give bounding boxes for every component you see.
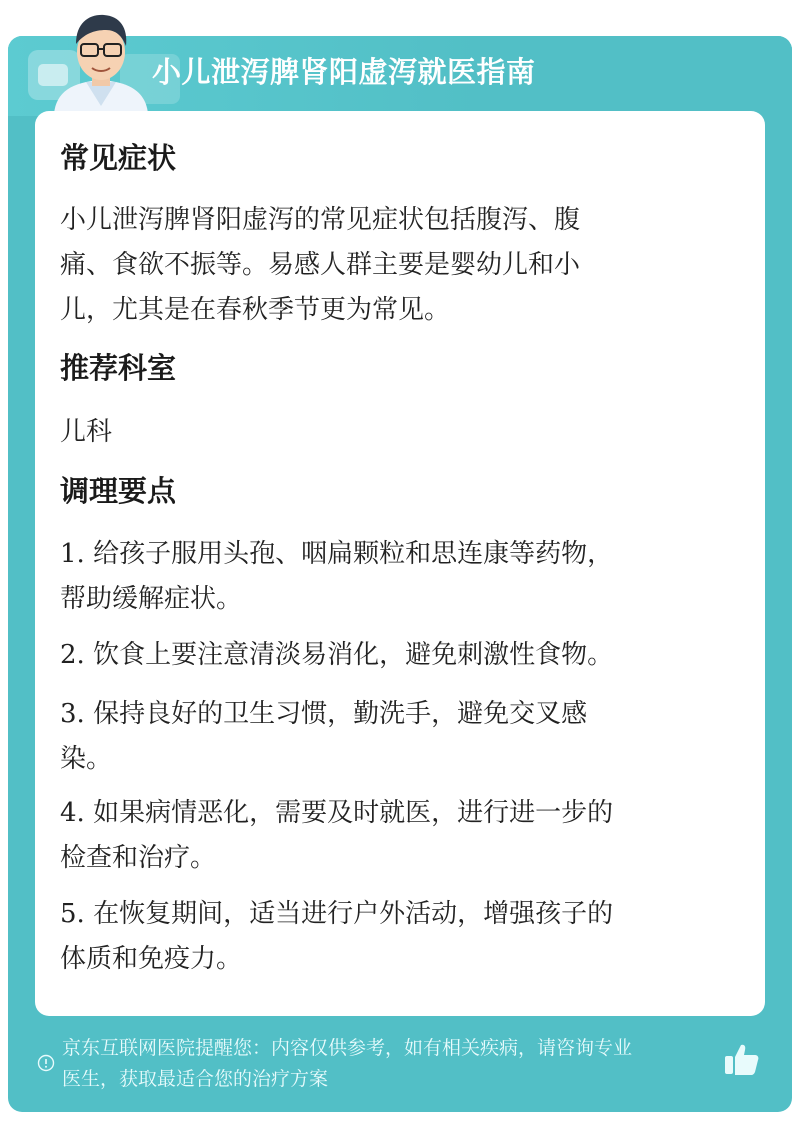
care-item-text: 检查和治疗。 <box>60 843 217 873</box>
care-item-text: 如果病情恶化，需要及时就医，进行进一步的 <box>93 798 614 828</box>
department-value: 儿科 <box>60 417 113 447</box>
care-item <box>60 692 735 782</box>
disclaimer-line: 医生，获取最适合您的治疗方案 <box>62 1068 329 1090</box>
care-item-number: 3. <box>60 699 85 729</box>
care-item-text: 饮食上要注意清淡易消化，避免刺激性食物。 <box>93 640 614 670</box>
care-item-number: 2. <box>60 640 85 670</box>
care-item-text: 染。 <box>60 744 113 774</box>
symptoms-line: 痛、食欲不振等。易感人群主要是婴幼儿和小 <box>60 250 581 280</box>
symptoms-heading: 常见症状 <box>60 141 177 175</box>
symptoms-line: 儿，尤其是在春秋季节更为常见。 <box>60 295 451 325</box>
page-title: 小儿泄泻脾肾阳虚泻就医指南 <box>152 55 536 89</box>
doctor-avatar-icon <box>46 6 156 114</box>
care-heading: 调理要点 <box>60 474 177 508</box>
care-item-number: 1. <box>60 539 85 569</box>
care-item-text: 帮助缓解症状。 <box>60 584 243 614</box>
care-item <box>60 791 735 881</box>
care-item <box>60 532 735 622</box>
care-item-text: 体质和免疫力。 <box>60 944 243 974</box>
symptoms-text <box>60 198 730 333</box>
care-item-number: 4. <box>60 798 85 828</box>
care-item-text: 在恢复期间，适当进行户外活动，增强孩子的 <box>93 899 614 929</box>
info-icon <box>37 1054 55 1072</box>
disclaimer-text <box>62 1033 727 1095</box>
care-item <box>60 892 735 982</box>
thumbs-up-icon[interactable] <box>724 1042 760 1076</box>
symptoms-line: 小儿泄泻脾肾阳虚泻的常见症状包括腹泻、腹 <box>60 205 581 235</box>
care-item <box>60 633 735 678</box>
care-item-text: 保持良好的卫生习惯，勤洗手，避免交叉感 <box>93 699 588 729</box>
disclaimer-line: 京东互联网医院提醒您：内容仅供参考，如有相关疾病，请咨询专业 <box>62 1037 633 1059</box>
care-item-text: 给孩子服用头孢、咽扁颗粒和思连康等药物， <box>93 539 614 569</box>
department-heading: 推荐科室 <box>60 351 177 385</box>
care-item-number: 5. <box>60 899 85 929</box>
